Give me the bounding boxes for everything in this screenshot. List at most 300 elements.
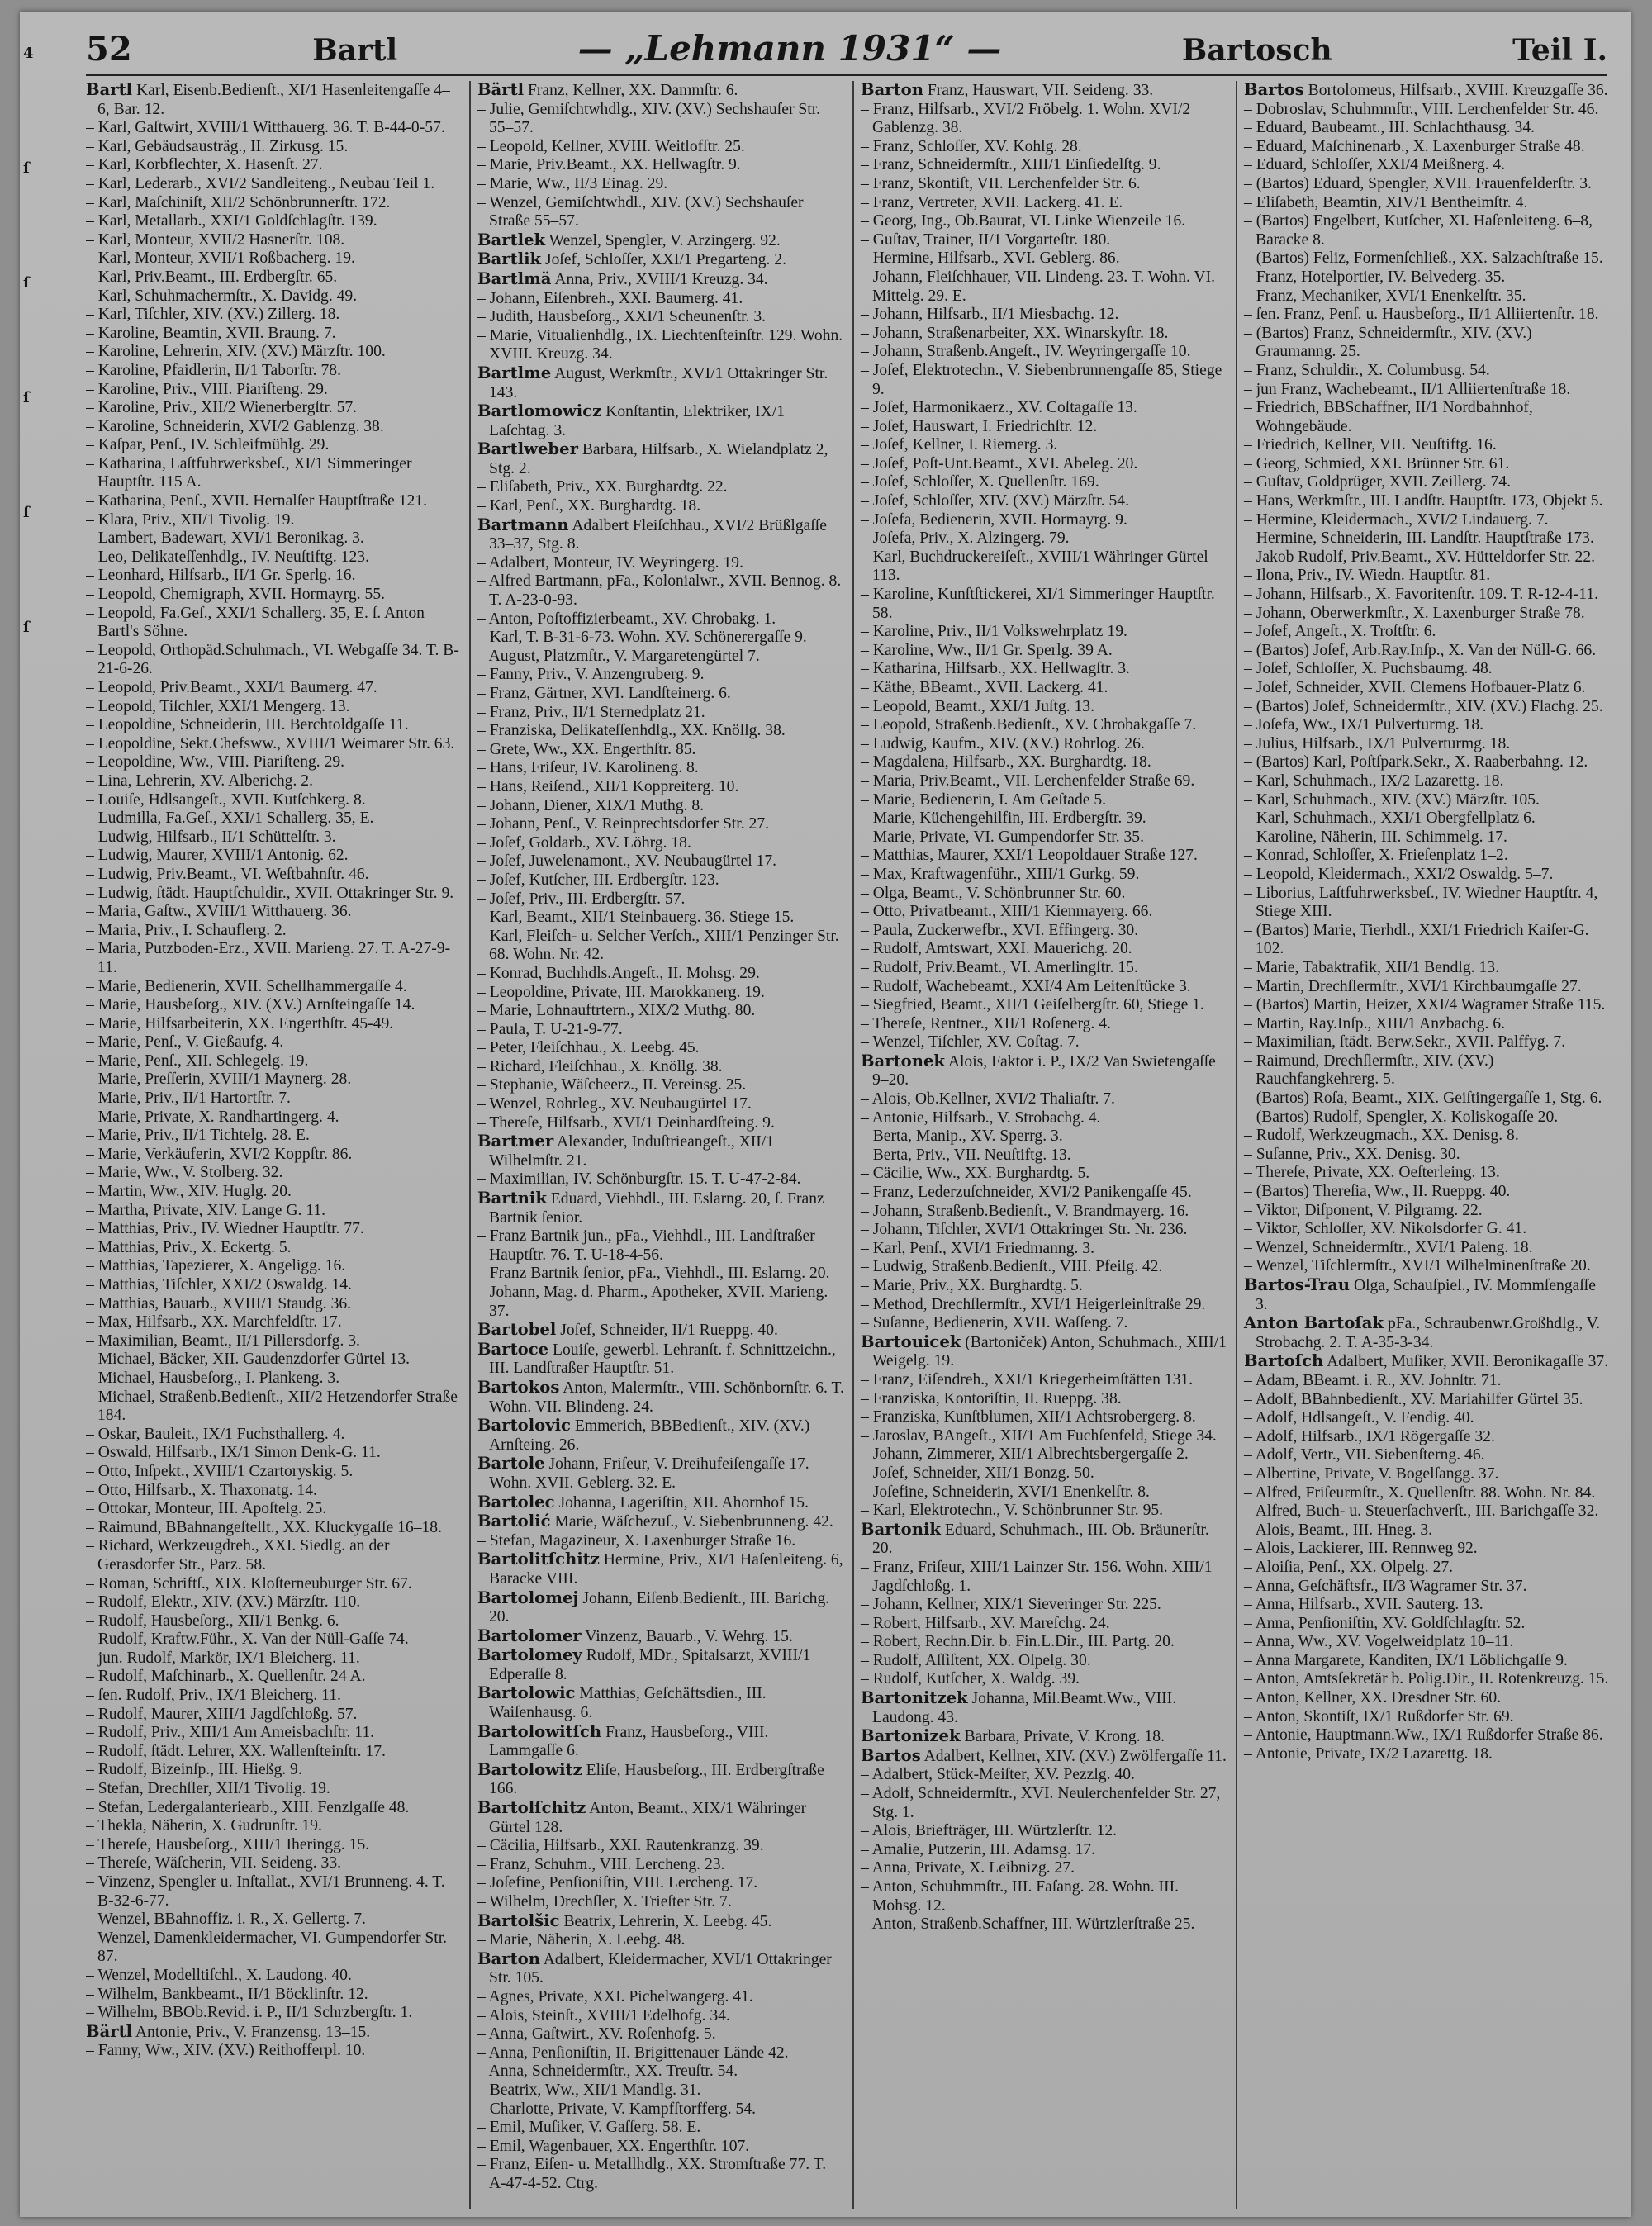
entry-text: – (Bartos) Eduard, Spengler, XVII. Frauenfelderſtr. 3. [1244,174,1592,192]
surname-entry [477,1321,844,1341]
entry-text: – Anton, Kellner, XX. Dresdner Str. 60. [1244,1689,1502,1707]
entry-text: – Emil, Muſiker, V. Gaſſerg. 58. E. [477,2119,701,2137]
entry-text: – Anna, Penſioniſtin, XV. Goldſchlagſtr. 52. [1244,1614,1526,1632]
surname-lead: Bärtl [86,2021,133,2041]
directory-entry [1244,1372,1611,1391]
directory-entry [1244,399,1611,436]
directory-entry [86,1426,461,1445]
entry-text: – Hermine, Schneiderin, III. Landſtr. Hauptſtraße 173. [1244,529,1594,548]
entry-text: – Adolf, Hilfsarb., IX/1 Rögergaſſe 32. [1244,1427,1495,1445]
entry-text: – Thekla, Näherin, X. Gudrunſtr. 19. [86,1817,322,1835]
entry-text: – Anna, Hilfsarb., XVII. Sauterg. 13. [1244,1596,1483,1614]
entry-text: – Franz Bartnik ſenior, pFa., Viehhdl., III. Eslarng. 20. [477,1265,830,1283]
entry-text: – Johann, Oberwerkmſtr., X. Laxenburger Straße 78. [1244,604,1585,622]
entry-text: – Hans, Friſeur, IV. Karolineng. 8. [477,759,699,777]
entry-text: – Friedrich, BBSchaffner, II/1 Nordbahnhof, Wohngebäude. [1244,399,1533,435]
entry-text: – Anna Margarete, Kanditen, IX/1 Löblichgaſſe 9. [1244,1651,1568,1669]
surname-lead: Bartolec [477,1492,555,1512]
entry-text: – Leopold, Kleidermach., XXI/2 Oswaldg. 5–7. [1244,865,1554,883]
surname-lead: Bartolšic [477,1910,560,1930]
entry-text: Anton, Malermſtr., VIII. Schönbornſtr. 6. T. Wohn. VII. Blindeng. 24. [489,1379,844,1416]
entry-text: – jun. Rudolf, Markör, IX/1 Bleicherg. 11. [86,1649,360,1667]
directory-entry [861,399,1227,418]
directory-entry [477,1095,844,1114]
directory-entry [861,492,1227,511]
entry-text: – Karoline, Pfaidlerin, II/1 Taborſtr. 78. [86,361,341,379]
entry-text: Konſtantin, Elektriker, IX/1 Laſchtag. 3. [489,403,786,439]
surname-entry [477,1455,844,1493]
entry-text: – Matthias, Tiſchler, XXI/2 Oswaldg. 14. [86,1276,352,1293]
directory-entry [86,1052,461,1071]
entry-text: – Eliſabeth, Priv., XX. Burghardtg. 22. [477,478,728,496]
directory-entry [861,1127,1227,1146]
directory-entry [86,1127,461,1146]
directory-entry [861,1483,1227,1502]
entry-text: – Rudolf, Priv.Beamt., VI. Amerlingſtr. 15. [861,958,1138,976]
directory-entry [86,809,461,828]
surname-lead: Bartolovic [477,1416,571,1436]
directory-entry [861,306,1227,325]
surname-entry [477,1627,844,1647]
entry-text: – Leopold, Orthopäd.Schuhmach., VI. Webgaſſe 34. T. B-21-6-26. [86,641,459,678]
directory-entry [477,834,844,853]
directory-entry [1244,567,1611,586]
directory-entry [1244,436,1611,455]
entry-text: – Konrad, Buchhdls.Angeſt., II. Mohsg. 29. [477,964,760,982]
margin-mark: ſ [23,389,30,406]
entry-text: – Alfred, Buch- u. Steuerſachverſt., III. Barichgaſſe 32. [1244,1502,1599,1521]
entry-text: – Stefan, Magazineur, X. Laxenburger Straße 16. [477,1531,796,1550]
directory-entry [86,866,461,885]
entry-text: – Ludwig, Maurer, XVIII/1 Antonig. 62. [86,847,349,865]
entry-text: Vinzenz, Bauarb., V. Wehrg. 15. [585,1627,793,1645]
entry-text: – Berta, Priv., VII. Neuſtiftg. 13. [861,1146,1071,1164]
directory-entry [861,791,1227,810]
directory-entry [861,1785,1227,1822]
directory-entry [861,268,1227,306]
entry-text: – Joſef, Juwelenamont., XV. Neubaugürtel 17. [477,852,777,871]
surname-entry [477,231,844,251]
directory-entry [1244,885,1611,922]
directory-entry [477,572,844,610]
column-3 [852,81,1227,2209]
directory-entry [861,1033,1227,1052]
entry-text: Franz, Hausbeſorg., VIII. Lammgaſſe 6. [489,1723,769,1760]
surname-lead: Bartolowitſch [477,1721,602,1741]
entry-text: – Marie, Private, VI. Gumpendorfer Str. 35. [861,828,1145,846]
directory-entry [861,772,1227,791]
directory-entry [861,1184,1227,1203]
entry-text: – Alois, Lackierer, III. Rennweg 92. [1244,1540,1478,1558]
entry-text: – Viktor, Schloſſer, XV. Nikolsdorfer G. 41. [1244,1220,1527,1238]
surname-lead: Bartouicek [861,1331,961,1351]
directory-entry [86,455,461,492]
directory-entry [86,1761,461,1780]
directory-entry [861,885,1227,904]
directory-entry [86,436,461,455]
entry-text: – Karl, Penſ., XVI/1 Friedmanng. 3. [861,1239,1094,1257]
entry-text: Bortolomeus, Hilfsarb., XVIII. Kreuzgaſſe 36. [1308,82,1608,99]
entry-text: – Leopold, Tiſchler, XXI/1 Mengerg. 13. [86,697,350,715]
entry-text: – Wenzel, Modelltiſchl., X. Laudong. 40. [86,1966,352,1984]
directory-entry [86,922,461,941]
directory-entry [86,716,461,735]
directory-entry [477,1532,844,1551]
entry-text: – Karl, Penſ., XX. Burghardtg. 18. [477,497,701,515]
entry-text: – (Bartos) Joſef, Schneidermſtr., XIV. (XV.) Flachg. 25. [1244,697,1603,715]
directory-entry [86,940,461,977]
entry-text: – Cäcilia, Hilfsarb., XXI. Rautenkranzg. 39. [477,1837,764,1855]
entry-text: – Karl, Buchdruckereiſeſt., XVIII/1 Währinger Gürtel 113. [861,548,1208,585]
directory-entry [477,2156,844,2193]
entry-text: – Alois, Briefträger, III. Würtzlerſtr. 12. [861,1822,1118,1840]
surname-entry [477,270,844,290]
page-header [86,28,1607,71]
directory-entry [86,1743,461,1762]
directory-entry [86,1257,461,1276]
entry-text: – Anton, Skontiſt, IX/1 Rußdorfer Str. 69. [1244,1707,1514,1725]
directory-entry [861,175,1227,194]
directory-entry [477,871,844,890]
entry-text: Joſef, Schloſſer, XXI/1 Pregarteng. 2. [545,251,786,269]
directory-columns [86,81,1611,2209]
entry-text: – Franz, Gärtner, XVI. Landſteinerg. 6. [477,685,731,702]
directory-entry [1244,1726,1611,1745]
entry-text: – Beatrix, Ww., XII/1 Mandlg. 31. [477,2081,701,2099]
directory-entry [86,1780,461,1799]
directory-entry [861,101,1227,138]
entry-text: – Richard, Fleiſchhau., X. Knöllg. 38. [477,1057,723,1075]
surname-lead: Anton Bartoſak [1244,1313,1384,1333]
directory-entry [477,909,844,928]
directory-entry [1244,1202,1611,1221]
directory-entry [1244,548,1611,567]
directory-entry [861,249,1227,268]
directory-entry [86,847,461,866]
entry-text: – Rudolf, Kutſcher, X. Waldg. 39. [861,1670,1080,1688]
entry-text: Alexander, Induſtrieangeſt., XII/1 Wilhelmſtr. 21. [489,1133,775,1170]
directory-entry [1244,1540,1611,1559]
entry-text: Barbara, Private, V. Krong. 18. [964,1728,1165,1746]
directory-entry [1244,791,1611,810]
directory-entry [1244,959,1611,978]
directory-entry [1244,1127,1611,1146]
directory-entry [477,138,844,157]
directory-entry [86,1929,461,1967]
directory-entry [1244,1052,1611,1089]
surname-lead: Bartonek [861,1051,945,1070]
entry-text: – (Bartos) Martin, Heizer, XXI/4 Wagramer Straße 115. [1244,996,1606,1014]
directory-entry [1244,1409,1611,1428]
entry-text: – Leopold, Kellner, XVIII. Weitlofſtr. 25. [477,137,745,155]
entry-text: – Karl, Beamt., XII/1 Steinbauerg. 36. Stiege 15. [477,909,795,927]
entry-text: – Grete, Ww., XX. Engerthſtr. 85. [477,740,696,758]
entry-text: – Rudolf, Maſchinarb., X. Quellenſtr. 24 A. [86,1668,366,1686]
directory-entry [86,885,461,904]
directory-entry [86,194,461,213]
entry-text: – Anton, Poſtoffizierbeamt., XV. Chrobakg. 1. [477,610,776,628]
entry-text: – Marie, Penſ., XII. Schlegelg. 19. [86,1051,309,1070]
entry-text: – Joſef, Kutſcher, III. Erdbergſtr. 123. [477,871,719,889]
directory-entry [86,119,461,138]
entry-text: – Johann, Hilfsarb., II/1 Miesbachg. 12. [861,306,1119,324]
directory-entry [1244,101,1611,120]
entry-text: – Leonhard, Hilfsarb., II/1 Gr. Sperlg. 16. [86,567,356,585]
directory-entry [86,1500,461,1519]
directory-entry [861,642,1227,661]
directory-entry [86,1612,461,1631]
entry-text: – Anna, Ww., XV. Vogelweidplatz 10–11. [1244,1633,1514,1651]
entry-text: – Johann, Straßenb.Angeſt., IV. Weyringergaſſe 10. [861,343,1191,361]
directory-entry [86,1986,461,2005]
surname-lead: Bartl [86,81,133,99]
entry-text: – Michael, Bäcker, XII. Gaudenzdorfer Gürtel 13. [86,1350,411,1369]
entry-text: – Richard, Werkzeugdreh., XXI. Siedlg. an der Gerasdorfer Str., Parz. 58. [86,1537,390,1573]
entry-text: – (Bartos) Engelbert, Kutſcher, XI. Haſenleiteng. 6–8, Baracke 8. [1244,212,1593,249]
directory-entry [86,1817,461,1836]
entry-text: – Alfred, Friſeurmſtr., X. Quellenſtr. 88. Wohn. Nr. 84. [1244,1483,1596,1502]
entry-text: Adalbert Fleiſchhau., XVI/2 Brüßlgaſſe 33–37, Stg. 8. [489,516,827,553]
entry-text: Eduard, Viehhdl., III. Eslarng. 20, ſ. Franz Bartnik ſenior. [489,1190,824,1227]
entry-text: – Marie, Ww., V. Stolberg. 32. [86,1164,283,1182]
directory-entry [1244,1689,1611,1708]
entry-text: – Karoline, Ww., II/1 Gr. Sperlg. 39 A. [861,641,1113,659]
directory-entry [86,1164,461,1183]
surname-lead: Bartlmä [477,268,552,288]
surname-entry [1244,1314,1611,1352]
directory-entry [861,996,1227,1015]
directory-entry [861,1822,1227,1841]
entry-text: – Johann, Tiſchler, XVI/1 Ottakringer Str. Nr. 236. [861,1221,1188,1239]
entry-text: – Franz, Mechaniker, XVI/1 Enenkelſtr. 35. [1244,287,1526,305]
entry-text: – Adalbert, Stück-Meiſter, XV. Pezzlg. 40. [861,1766,1135,1784]
directory-entry [86,325,461,344]
entry-text: Alois, Faktor i. P., IX/2 Van Swietengaſſe 9–20. [872,1052,1216,1089]
directory-entry [861,1371,1227,1390]
directory-entry [1244,623,1611,642]
directory-entry [1244,1033,1611,1052]
directory-entry [861,231,1227,250]
entry-text: – Leopoldine, Ww., VIII. Piariſteng. 29. [86,753,345,771]
entry-text: – Ludwig, Priv.Beamt., VI. Weſtbahnſtr. 46. [86,865,369,883]
entry-text: – Ludwig, Straßenb.Bedienſt., VIII. Pfeilg. 42. [861,1258,1163,1276]
directory-entry [861,343,1227,362]
entry-text: – jun Franz, Wachebeamt., II/1 Alliiertenſtraße 18. [1244,380,1571,398]
entry-text: – Georg, Schmied, XXI. Brünner Str. 61. [1244,454,1510,472]
directory-entry [86,362,461,381]
directory-entry [86,492,461,511]
entry-text: – Franz, Vertreter, XVII. Lackerg. 41. E. [861,193,1123,211]
entry-text: – Wenzel, Damenkleidermacher, VI. Gumpendorfer Str. 87. [86,1929,448,1966]
entry-text: – Leo, Delikateſſenhdlg., IV. Neuſtiftg. 123. [86,548,370,566]
directory-entry [861,1502,1227,1521]
entry-text: – Marie, Näherin, X. Leebg. 48. [477,1931,686,1949]
entry-text: – Karl, Fleiſch- u. Selcher Verſch., XIII/1 Penzinger Str. 68. Wohn. Nr. 42. [477,927,839,964]
surname-entry [477,440,844,478]
entry-text: – Leopoldine, Schneiderin, III. Berchtoldgaſſe 11. [86,716,409,734]
entry-text: – Alois, Ob.Kellner, XVI/2 Thaliaſtr. 7. [861,1090,1115,1108]
entry-text: – Karl, Metallarb., XXI/1 Goldſchlagſtr. 139. [86,212,377,230]
directory-entry [1244,492,1611,511]
entry-text: – Julie, Gemiſchtwhdlg., XIV. (XV.) Sechshauſer Str. 55–57. [477,100,821,137]
directory-entry [477,175,844,194]
surname-entry [477,1799,844,1837]
entry-text: – Marie, Priv.Beamt., XX. Hellwagſtr. 9. [477,156,741,174]
entry-text: – Rudolf, Maurer, XIII/1 Jagdſchloßg. 57. [86,1705,358,1723]
entry-text: – Marie, Ww., II/3 Einag. 29. [477,174,668,192]
surname-lead: Bartlomowicz [477,401,602,421]
entry-text: – Magdalena, Hilfsarb., XX. Burghardtg. 18. [861,753,1151,771]
entry-text: – Marie, Lohnauftrtern., XIX/2 Muthg. 80. [477,1002,756,1020]
entry-text: – Maria, Priv., I. Schauflerg. 2. [86,921,287,939]
entry-text: – Aloiſia, Penſ., XX. Olpelg. 27. [1244,1558,1454,1576]
entry-text: – Maria, Priv.Beamt., VII. Lerchenfelder Straße 69. [861,771,1195,790]
directory-entry [86,1537,461,1574]
entry-text: – August, Platzmſtr., V. Margaretengürtel 7. [477,647,760,665]
entry-text: – Anton, Schuhmmſtr., III. Faſang. 28. Wohn. III. Mohsg. 12. [861,1878,1180,1915]
directory-entry [861,828,1227,847]
entry-text: Joſef, Schneider, II/1 Rueppg. 40. [560,1322,778,1340]
surname-entry [86,2023,461,2043]
directory-entry [477,194,844,231]
entry-text: – Martin, Drechſlermſtr., XVI/1 Kirchbaumgaſſe 27. [1244,977,1582,995]
entry-text: – Amalie, Putzerin, III. Adamsg. 17. [861,1840,1096,1858]
entry-text: – Stephanie, Wäſcheerz., II. Vereinsg. 25. [477,1076,747,1094]
surname-lead: Bartlek [477,230,546,249]
surname-lead: Bartolomer [477,1626,582,1645]
directory-entry [1244,679,1611,698]
entry-text: – Joſef, Priv., III. Erdbergſtr. 57. [477,890,686,908]
directory-entry [86,1295,461,1314]
directory-entry [86,156,461,175]
directory-entry [477,1002,844,1021]
directory-entry [477,101,844,138]
entry-text: – Matthias, Tapezierer, X. Angeligg. 16. [86,1257,346,1275]
directory-entry [861,1915,1227,1934]
directory-entry [86,1873,461,1910]
surname-lead: Bartole [477,1454,545,1474]
directory-entry [86,1183,461,1202]
entry-text: Matthias, Geſchäftsdien., III. Waiſenhausg. 6. [489,1685,767,1722]
entry-text: – Karoline, Schneiderin, XVI/2 Gablenzg. 38. [86,417,384,435]
surname-lead: Bartonitzek [861,1688,968,1708]
entry-text: – Thereſe, Rentner., XII/1 Roſenerg. 4. [861,1014,1111,1032]
entry-text: – Guſtav, Goldprüger, XVII. Zeillerg. 74. [1244,473,1511,491]
directory-entry [861,922,1227,941]
header-left-name: Bartl [312,33,398,68]
entry-text: Johanna, Mil.Beamt.Ww., VIII. Laudong. 43. [872,1690,1177,1726]
entry-text: – Maria, Putzboden-Erz., XVII. Marieng. 27. T. A-27-9-11. [86,940,451,976]
directory-entry [477,759,844,778]
margin-mark: ſ [23,619,30,636]
directory-entry [86,753,461,772]
directory-entry [1244,1521,1611,1540]
entry-text: – Guſtav, Trainer, II/1 Vorgarteſtr. 180. [861,230,1111,249]
entry-text: – Franz, Hotelportier, IV. Belvederg. 35. [1244,268,1506,286]
entry-text: Adalbert, Kellner, XIV. (XV.) Zwölfergaſſe 11. [923,1747,1227,1765]
entry-text: – Leopold, Straßenb.Bedienſt., XV. Chrobakgaſſe 7. [861,716,1197,734]
directory-entry [1244,735,1611,754]
directory-entry [861,1221,1227,1240]
entry-text: – Marie, Vitualienhdlg., IX. Liechtenſteinſtr. 129. Wohn. XVIII. Kreuzg. 34. [477,326,843,363]
entry-text: – Joſef, Poſt-Unt.Beamt., XVI. Abeleg. 20. [861,454,1138,472]
entry-text: – Joſef, Angeſt., X. Troſtſtr. 6. [1244,623,1436,641]
entry-text: – Karl, Elektrotechn., V. Schönbrunner Str. 95. [861,1502,1164,1520]
directory-entry [1244,996,1611,1015]
entry-text: Anna, Priv., XVIII/1 Kreuzg. 34. [554,270,768,288]
directory-entry [1244,809,1611,828]
directory-entry [477,666,844,685]
directory-entry [477,797,844,816]
entry-text: – Cäcilie, Ww., XX. Burghardtg. 5. [861,1165,1090,1183]
entry-text: – Anna, Penſioniſtin, II. Brigittenauer Lände 42. [477,2043,789,2062]
directory-entry [477,554,844,573]
entry-text: – Paula, Zuckerwefbr., XVI. Effingerg. 30. [861,921,1139,939]
entry-text: – Martin, Ww., XIV. Huglg. 20. [86,1183,292,1201]
directory-entry [861,1596,1227,1615]
entry-text: – Rudolf, Werkzeugmach., XX. Denisg. 8. [1244,1127,1519,1145]
directory-entry [86,903,461,922]
entry-text: – Franziska, Kunſtblumen, XII/1 Achtsrobergerg. 8. [861,1408,1196,1426]
surname-entry [86,81,461,119]
surname-entry [477,402,844,440]
directory-entry [477,685,844,704]
entry-text: – Emil, Wagenbauer, XX. Engerthſtr. 107. [477,2137,750,2155]
entry-text: – Maria, Gaſtw., XVIII/1 Witthauerg. 36. [86,903,352,921]
entry-text: – Franz, Schneidermſtr., XIII/1 Einſiedelſtg. 9. [861,156,1161,174]
directory-entry [86,1668,461,1687]
surname-lead: Bartoce [477,1339,549,1359]
directory-entry [1244,1239,1611,1258]
directory-entry [477,2007,844,2026]
directory-entry [86,567,461,586]
entry-text: Johann, Eiſenb.Bedienſt., III. Barichg. 20. [489,1589,830,1626]
surname-lead: Bartolomej [477,1588,579,1607]
surname-entry [861,1727,1227,1747]
directory-entry [861,529,1227,548]
directory-entry [86,1239,461,1258]
directory-entry [86,1146,461,1165]
surname-lead: Bartolić [477,1512,551,1531]
directory-entry [86,231,461,250]
directory-entry [1244,325,1611,362]
surname-entry [477,250,844,270]
directory-entry [86,791,461,810]
directory-entry [1244,1578,1611,1597]
entry-text: – Johann, Diener, XIX/1 Muthg. 8. [477,796,705,814]
entry-text: – Wenzel, Gemiſchtwhdl., XIV. (XV.) Sechshauſer Straße 55–57. [477,193,804,230]
directory-entry [1244,1615,1611,1634]
directory-entry [477,965,844,984]
surname-lead: Bärtl [477,81,525,99]
directory-entry [477,1170,844,1189]
entry-text: – Julius, Hilfsarb., IX/1 Pulverturmg. 18. [1244,734,1511,752]
entry-text: Emmerich, BBBedienſt., XIV. (XV.) Arnſteing. 26. [489,1417,810,1454]
directory-entry [861,455,1227,474]
entry-text: Eliſe, Hausbeſorg., III. Erdbergſtraße 166. [489,1761,824,1798]
header-title: — „Lehmann 1931“ — [577,28,1002,69]
entry-text: – Eduard, Maſchinenarb., X. Laxenburger Straße 48. [1244,137,1585,155]
directory-entry [86,1108,461,1127]
directory-entry [86,1482,461,1501]
directory-entry [477,1058,844,1077]
entry-text: – (Bartos) Feliz, Formenſchließ., XX. Salzachſtraße 15. [1244,249,1603,268]
surname-entry [1244,81,1611,101]
entry-text: – Robert, Hilfsarb., XV. Mareſchg. 24. [861,1614,1110,1632]
entry-text: – Anna, Schneidermſtr., XX. Treuſtr. 54. [477,2062,738,2081]
entry-text: – Marie, Preſſerin, XVIII/1 Maynerg. 28. [86,1070,352,1089]
directory-entry [86,605,461,642]
